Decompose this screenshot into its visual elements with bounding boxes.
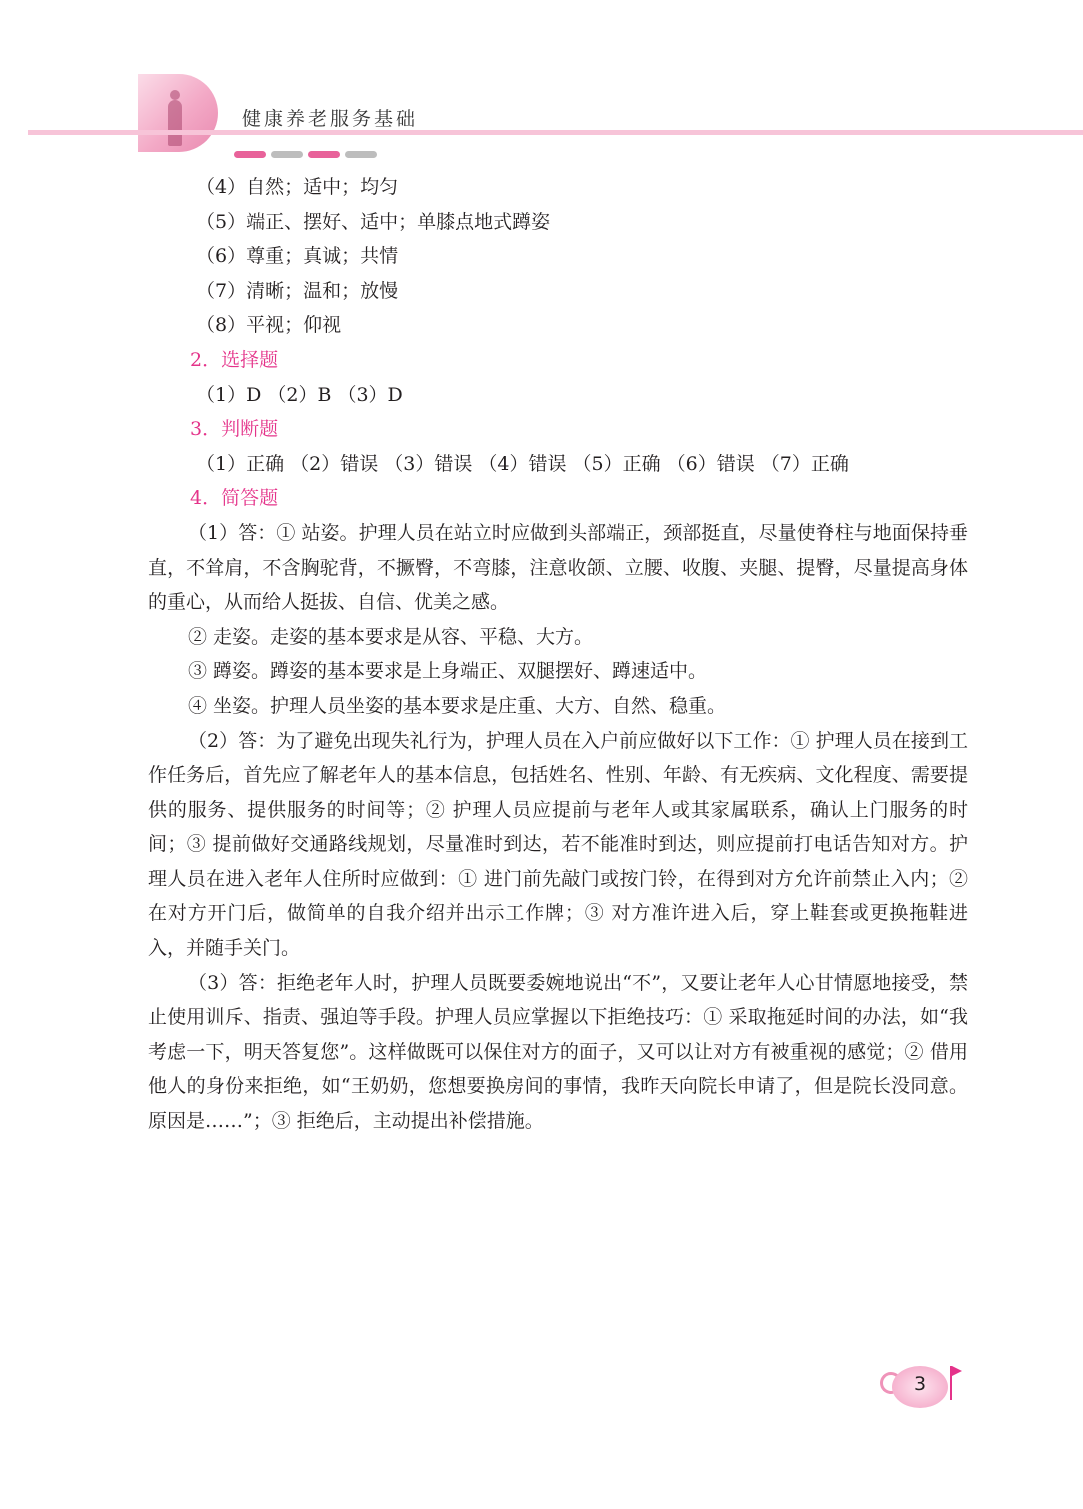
decor-bar <box>345 151 377 158</box>
decor-bar <box>308 151 340 158</box>
section-heading-judge: 3．判断题 <box>190 418 279 441</box>
short-answer-paragraph: ② 走姿。走姿的基本要求是从容、平稳、大方。 <box>188 625 594 648</box>
choice-answers: （1）D （2）B （3）D <box>196 383 403 406</box>
short-answer-paragraph: （2）答：为了避免出现失礼行为，护理人员在入户前应做好以下工作：① 护理人员在接到工作任务后，首先应了解老年人的基本信息，包括姓名、性别、年龄、有无疾病、文化程度、需要提供的服务、提供服务的时间等；② 护理人员应提前与老年人或其家属联系，确认上门服务的时间；③ 提前做好交通路线规划，尽量准时到达，若不能准时到达，则应提前打电话告知对方。护理人员在进入老年人住所时应做到：① 进门前先敲门或按门铃，在得到对方允许前禁止入内；② 在对方开门后，做简单的自我介绍并出示工作牌；③ 对方准许进入后，穿上鞋套或更换拖鞋进入，并随手关门。 <box>148 729 968 960</box>
page-body <box>148 170 968 1139</box>
section-heading-choice: 2．选择题 <box>190 348 279 371</box>
page-header <box>0 0 1083 170</box>
header-rule <box>28 130 1083 135</box>
short-answer-paragraph: （3）答：拒绝老年人时，护理人员既要委婉地说出“不”，又要让老年人心甘情愿地接受，禁止使用训斥、指责、强迫等手段。护理人员应掌握以下拒绝技巧：① 采取拖延时间的办法，如“我考虑一下，明天答复您”。这样做既可以保住对方的面子，又可以让对方有被重视的感觉；② 借用他人的身份来拒绝，如“王奶奶，您想要换房间的事情，我昨天向院长申请了，但是院长没同意。原因是……”；③ 拒绝后，主动提出补偿措施。 <box>148 971 968 1133</box>
section-heading-short: 4．简答题 <box>190 487 279 510</box>
fill-answer-line: （8）平视；仰视 <box>196 314 342 337</box>
book-title: 健康养老服务基础 <box>242 108 419 130</box>
header-badge-image <box>138 74 218 152</box>
fill-answer-line: （4）自然；适中；均匀 <box>196 176 399 198</box>
fill-answer-line: （6）尊重；真诚；共情 <box>196 245 399 268</box>
decor-bar <box>234 151 266 158</box>
page-number: 3 <box>913 1373 927 1395</box>
judge-answers: （1）正确 （2）错误 （3）错误 （4）错误 （5）正确 （6）错误 （7）正确 <box>196 452 849 475</box>
short-answer-paragraph: ④ 坐姿。护理人员坐姿的基本要求是庄重、大方、自然、稳重。 <box>188 694 727 717</box>
fill-answer-line: （7）清晰；温和；放慢 <box>196 279 399 302</box>
person-silhouette-icon <box>168 100 182 146</box>
page-number-badge <box>878 1360 968 1420</box>
short-answer-paragraph: （1）答：① 站姿。护理人员在站立时应做到头部端正，颈部挺直，尽量使脊柱与地面保持垂直，不耸肩，不含胸驼背，不撅臀，不弯膝，注意收颌、立腰、收腹、夹腿、提臀，尽量提高身体的重心，从而给人挺拔、自信、优美之感。 <box>148 521 968 614</box>
short-answer-paragraph: ③ 蹲姿。蹲姿的基本要求是上身端正、双腿摆好、蹲速适中。 <box>188 660 708 683</box>
decor-bar <box>271 151 303 158</box>
flag-icon <box>950 1366 952 1400</box>
fill-answer-line: （5）端正、摆好、适中；单膝点地式蹲姿 <box>196 210 551 233</box>
header-decoration-bars <box>234 143 382 162</box>
